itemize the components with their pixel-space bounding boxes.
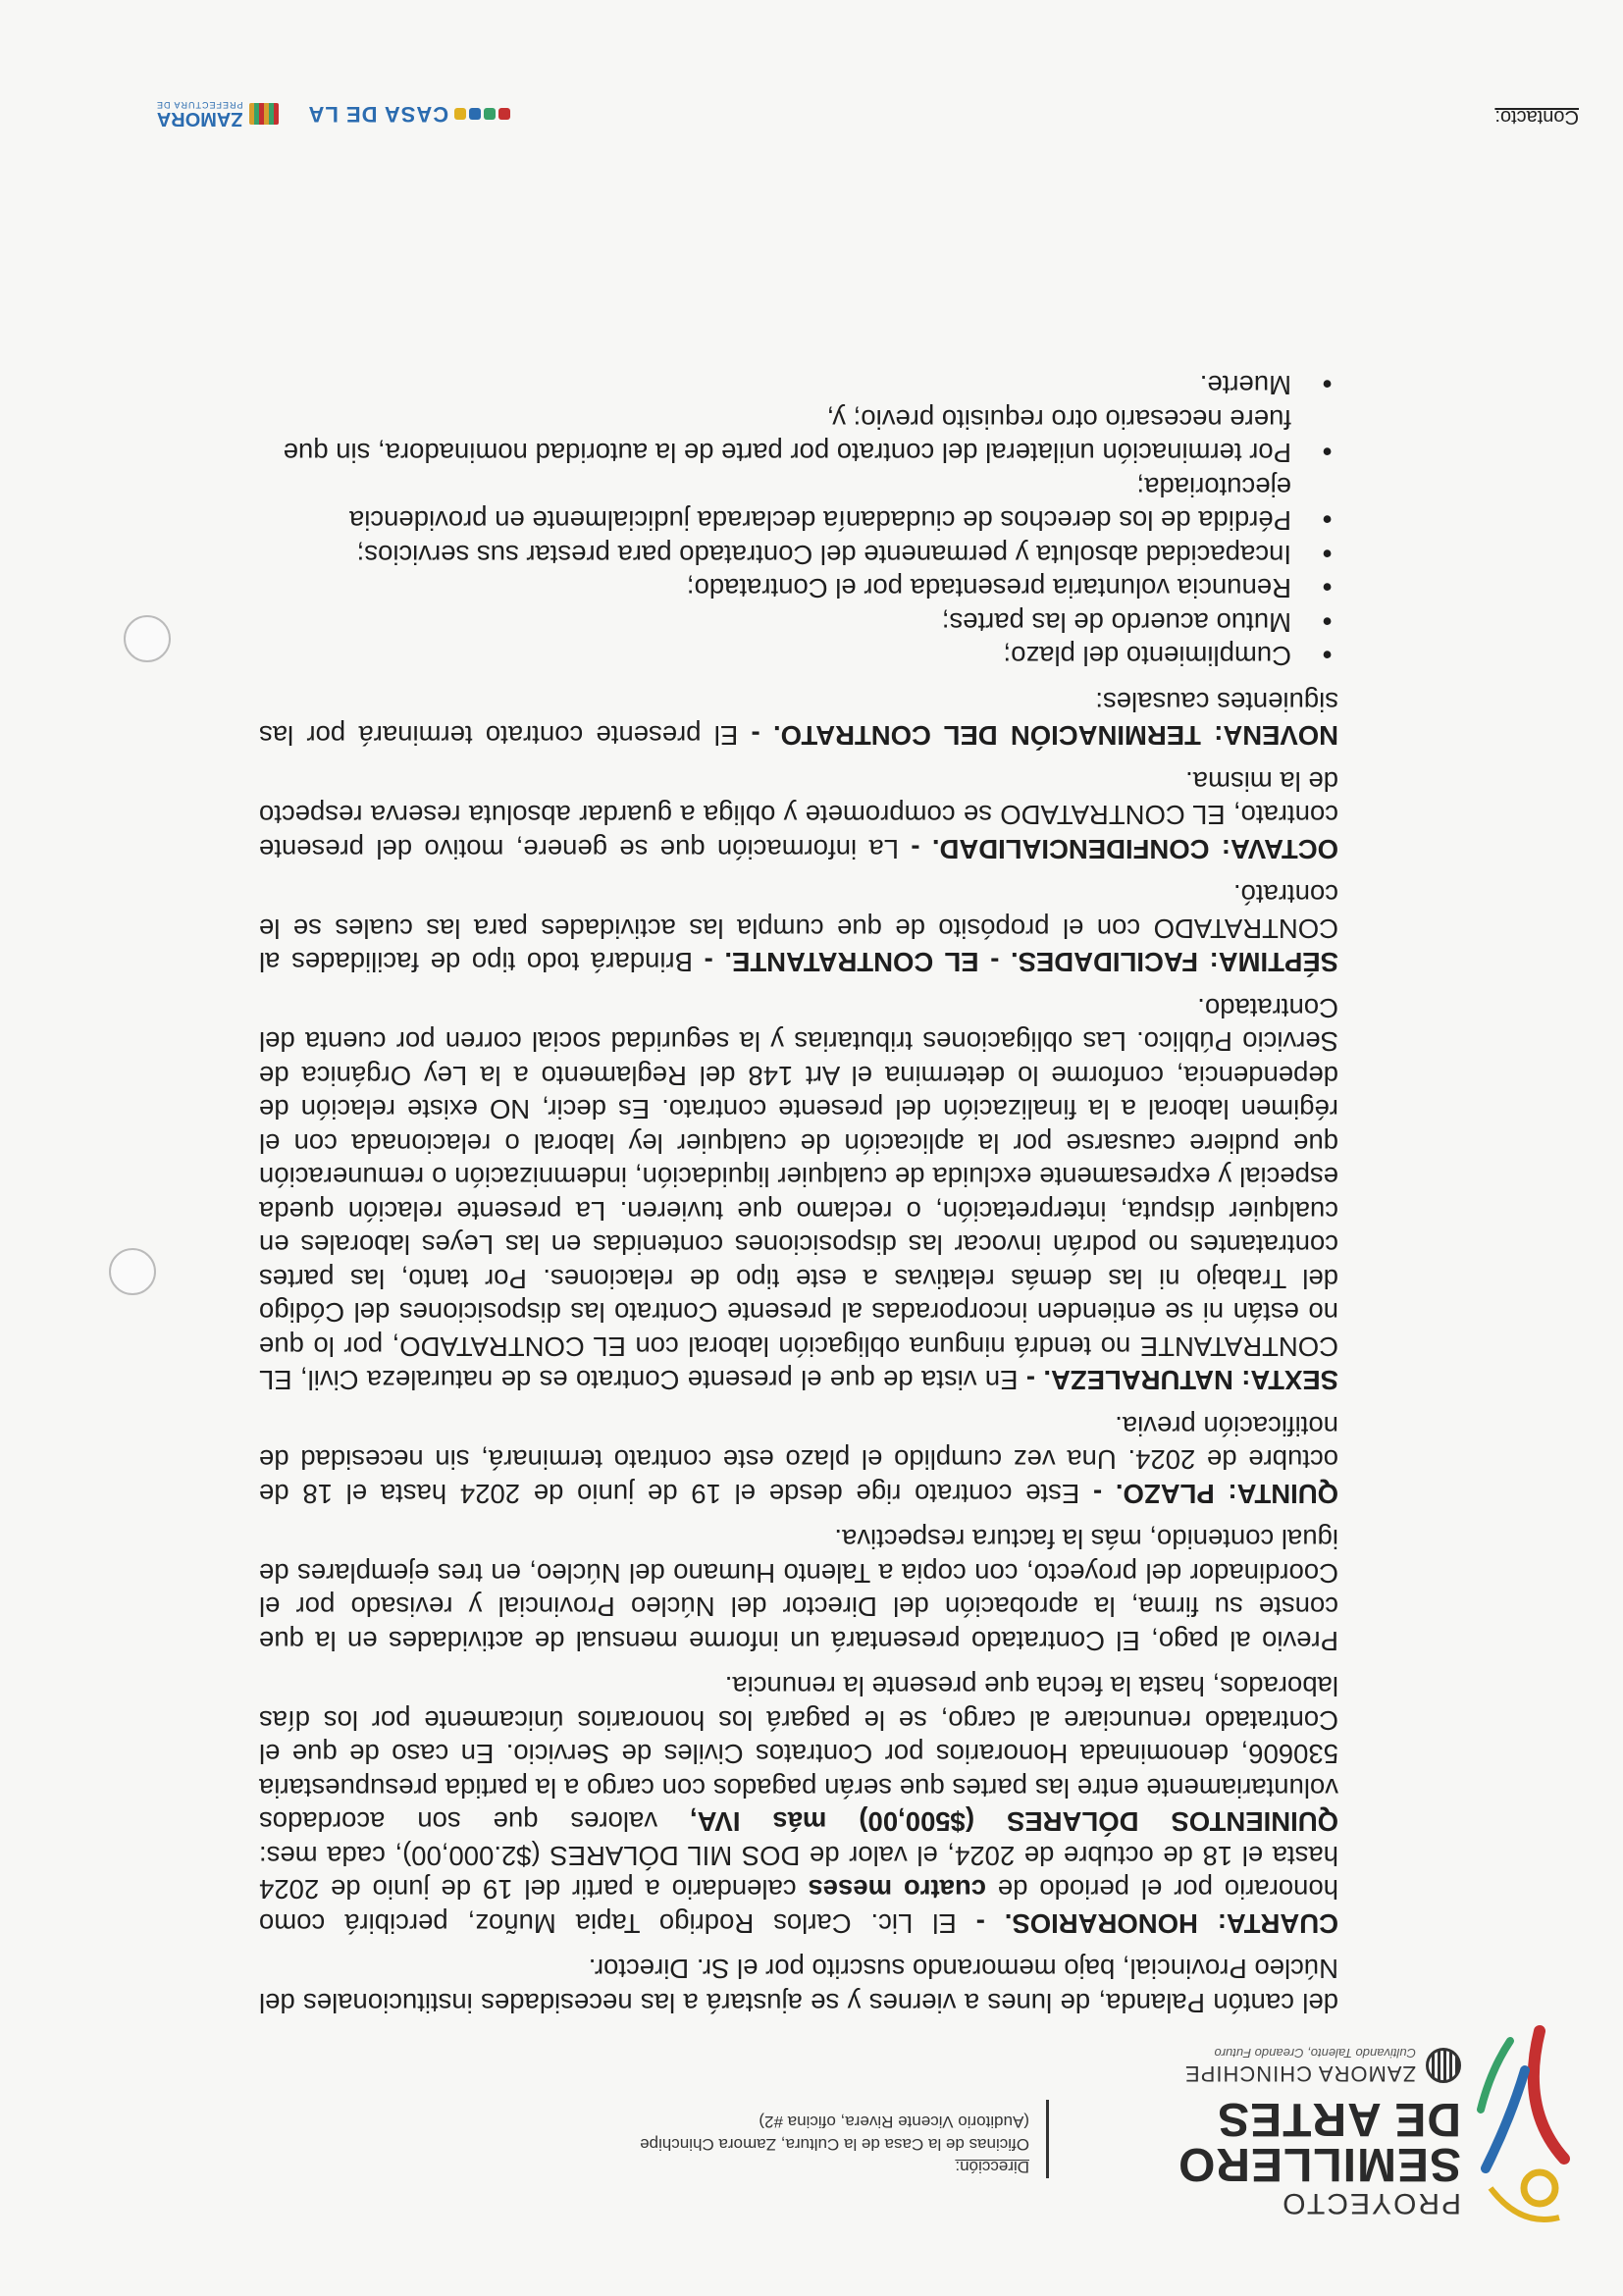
prefectura-zamora-logo xyxy=(156,100,279,128)
clause-heading: SEXTA: NATURALEZA. - xyxy=(1025,1365,1338,1396)
clause-text: La información que se genere, motivo del presente contrato, EL CONTRATADO se compromete y obliga a guardar absoluta reserva respecto de la misma. xyxy=(259,766,1338,864)
contract-body xyxy=(259,368,1338,2019)
clause-text: calendario a partir del 19 de junio de 2024 hasta el 18 de octubre de 2024, el valor de DOS MIL DÓLARES ($2.000,00), cada mes: xyxy=(259,1841,1338,1905)
logo-title-line2: DE ARTES xyxy=(1217,2093,1461,2145)
logo-proyecto-label: PROYECTO xyxy=(1281,2187,1461,2219)
address-line-1: Oficinas de la Casa de la Cultura, Zamora Chinchipe xyxy=(640,2135,1029,2154)
clause-text: El presente contrato terminará por las siguientes causales: xyxy=(259,687,1338,752)
semillero-emblem-icon xyxy=(1461,2021,1579,2227)
clause-emphasis: QUINIENTOS DÓLARES ($500,00) más IVA, xyxy=(690,1806,1338,1838)
clause-cuarta xyxy=(259,1669,1338,1940)
header-divider xyxy=(1046,2100,1049,2178)
prefectura-sub: PREFECTURA DE xyxy=(156,100,243,110)
causales-list xyxy=(259,368,1338,673)
contact-label: Contacto: xyxy=(1494,106,1579,128)
clause-sexta xyxy=(259,991,1338,1397)
page-footer xyxy=(48,78,1579,157)
clause-novena xyxy=(259,685,1338,753)
list-item: ● Mutuo acuerdo de las partes; xyxy=(259,605,1291,640)
paragraph-continuation: del cantón Palanda, de lunes a viernes y se ajustará a las necesidades institucionales del Núcleo Provincial, bajo memorando suscrito por el Sr. Director. xyxy=(259,1954,1338,2018)
clause-heading: OCTAVA: CONFIDENCIALIDAD. - xyxy=(911,834,1338,864)
address-label: Dirección: xyxy=(955,2158,1029,2176)
paragraph-pago: Previo al pago, El Contratado presentará un informe mensual de actividades en la que conste su firma, la aprobación del Director del Núcleo Provincial y revisado por el Coordinador del proyecto, con copia a Talento Humano del Núcleo, en tres ejemplares de igual contenido, más la factura respectiva. xyxy=(259,1524,1338,1656)
punch-hole xyxy=(124,615,171,662)
clause-heading: CUARTA: HONORARIOS. - xyxy=(975,1908,1338,1939)
clause-text: El Lic. Carlos Rodrigo Tapia Muñoz, percibirá como honorario por el periodo de xyxy=(259,1874,1338,1939)
address-line-2: (Auditorio Vicente Rivera, oficina #2) xyxy=(759,2113,1029,2131)
prefectura-name: ZAMORA xyxy=(156,108,243,130)
address-block xyxy=(640,2111,1029,2178)
clause-text: Brindará todo tipo de facilidades al CONTRATADO con el propósito de que cumpla las actividades para las cuales se le contrató. xyxy=(259,879,1338,978)
casa-logo-icon xyxy=(454,108,510,120)
casa-de-la-cultura-logo xyxy=(308,101,511,127)
list-item: ● Pérdida de los derechos de ciudadanía declarada judicialmente en providencia ejecutoriada; xyxy=(259,470,1291,538)
list-item: ● Por terminación unilateral del contrato por parte de la autoridad nominadora, sin que fuere necesario otro requisito previo; y, xyxy=(259,402,1291,470)
clause-septima xyxy=(259,877,1338,979)
clause-heading: NOVENA: TERMINACIÓN DEL CONTRATO. - xyxy=(751,720,1338,752)
clause-text: Este contrato rige desde el 19 de junio de 2024 hasta el 18 de octubre de 2024. Una vez cumplido el plazo este contrato terminará, sin necesidad de notificación previa. xyxy=(259,1411,1338,1509)
ecuador-seal-icon xyxy=(1426,2049,1461,2084)
logo-title-line1: SEMILLERO xyxy=(1177,2138,1461,2190)
clause-emphasis: cuatro meses xyxy=(808,1874,986,1905)
clause-octava xyxy=(259,764,1338,866)
logo-region: ZAMORA CHINCHIPE xyxy=(1183,2061,1416,2086)
list-item: ● Muerte. xyxy=(259,368,1291,402)
logo-tagline: Cultivando Talento, Creando Futuro xyxy=(1214,2046,1416,2061)
footer-logos xyxy=(156,100,510,128)
clause-text: valores que son acordados voluntariamente entre las partes que serán pagados con cargo a la partida presupuestaria 530606, denominada Honorarios por Contratos Civiles de Servicio. En caso de que el Contratado renunciare al cargo, se le pagará los honorarios únicamente por los días laborados, hasta la fecha que presente la renuncia. xyxy=(258,1671,1338,1838)
list-item: ● Renuncia voluntaria presentada por el Contratado; xyxy=(259,571,1291,605)
clause-quinta xyxy=(259,1409,1338,1511)
prefectura-flag-icon xyxy=(249,103,279,125)
casa-logo-text: CASA DE LA xyxy=(307,102,449,127)
list-item: ● Incapacidad absoluta y permanente del Contratado para prestar sus servicios; xyxy=(259,538,1291,572)
clause-text: En vista de que el presente Contrato es de naturaleza Civil, EL CONTRATANTE no tendrá ninguna obligación laboral con EL CONTRATADO, por lo que no están ni se entienden incorporadas al presente Contrato las disposiciones del Código del Trabajo ni las demás relativas a este tipo de relaciones. Por tanto, las partes contratantes no podrán invocar las disposiciones contenidas en las Leyes laborales en cualquier disputa, interpretación, o reclamo que tuvieren. La presente relación queda especial y expresamente excluida de cualquier liquidación, indemnización o remuneración que pudiere causarse por la aplicación de cualquier ley laboral o relacionada con el régimen laboral a la finalización del presente contrato. Es decir, NO existe relación de dependencia, conforme lo determina el Art 148 del Reglamento a la Ley Orgánica de Servicio Público. Las obligaciones tributarias y la seguridad social corren por cuenta del Contratado. xyxy=(258,993,1338,1396)
list-item: ● Cumplimiento del plazo; xyxy=(259,639,1291,673)
semillero-logo xyxy=(1069,2011,1579,2237)
clause-heading: QUINTA: PLAZO. - xyxy=(1092,1479,1338,1509)
letterhead xyxy=(48,2011,1579,2237)
punch-hole xyxy=(109,1248,156,1295)
clause-heading: SÉPTIMA: FACILIDADES. - EL CONTRATANTE. - xyxy=(704,947,1338,978)
